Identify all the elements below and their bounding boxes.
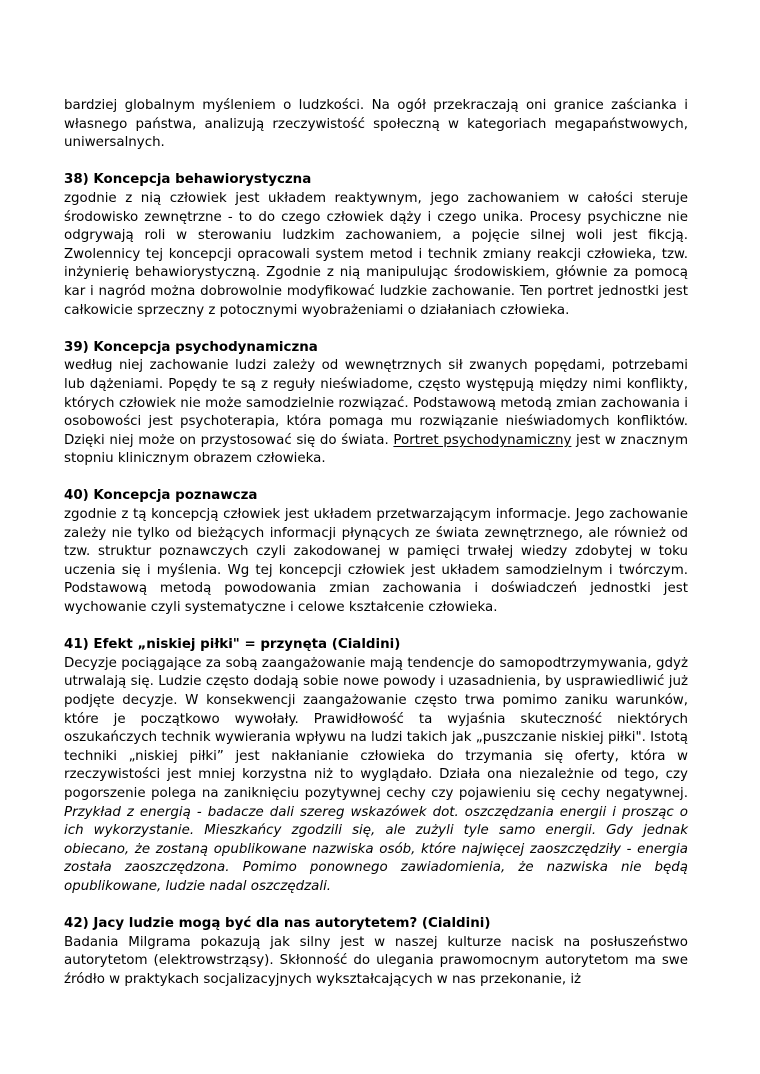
- text-segment: Portret psychodynamiczny: [393, 432, 572, 448]
- section-38-heading: 38) Koncepcja behawiorystyczna: [64, 172, 312, 188]
- section-39: [64, 339, 688, 469]
- section-42-heading: 42) Jacy ludzie mogą być dla nas autorytetem? (Cialdini): [64, 916, 491, 932]
- section-41: [64, 636, 688, 896]
- section-41-heading: 41) Efekt „niskiej piłki" = przynęta (Cialdini): [64, 637, 401, 653]
- section-41-body: [64, 655, 688, 897]
- section-40: [64, 487, 688, 617]
- section-40-body: [64, 506, 688, 618]
- text-segment: Badania Milgrama pokazują jak silny jest w naszej kulturze nacisk na posłuszeństwo autorytetom (elektrowstrząsy). Skłonność do ulegania prawomocnym autorytetom ma swe źródło w praktykach socjalizacyjnych wykształcających w nas przekonanie, iż: [64, 934, 688, 987]
- text-segment: jest w znacznym stopniu klinicznym obrazem człowieka.: [64, 432, 688, 467]
- section-38: [64, 171, 688, 320]
- section-39-heading: 39) Koncepcja psychodynamiczna: [64, 339, 318, 355]
- section-42-body: [64, 934, 688, 990]
- section-42: [64, 915, 688, 989]
- text-segment: zgodnie z nią człowiek jest układem reaktywnym, jego zachowaniem w całości steruje środowisko zewnętrzne - to do czego człowiek dąży i czego unika. Procesy psychiczne nie odgrywają roli w sterowaniu ludzkim zachowaniem, a pojęcie silnej woli jest fikcją. Zwolennicy tej koncepcji opracowali system metod i technik zmiany reakcji człowieka, tzw. inżynierię behawiorystyczną. Zgodnie z nią manipulując środowiskiem, głównie za pomocą kar i nagród można dobrowolnie modyfikować ludzkie zachowanie. Ten portret jednostki jest całkowicie sprzeczny z potocznymi wyobrażeniami o działaniach człowieka.: [64, 190, 688, 318]
- text-segment: zgodnie z tą koncepcją człowiek jest układem przetwarzającym informacje. Jego zachowanie zależy nie tylko od bieżących informacji płynących ze świata zewnętrznego, ale również od tzw. struktur poznawczych czyli zakodowanej w pamięci trwałej wiedzy zdobytej w toku uczenia się i myślenia. Wg tej koncepcji człowiek jest układem samodzielnym i twórczym. Podstawową metodą powodowania zmian zachowania i doświadczeń jednostki jest wychowanie czyli systematyczne i celowe kształcenie człowieka.: [64, 507, 688, 616]
- text-content: [64, 97, 688, 1008]
- text-segment: Przykład z energią - badacze dali szereg wskazówek dot. oszczędzania energii i prosząc o ich wykorzystanie. Mieszkańcy zgodzili się, ale zużyli tyle samo energii. Gdy jednak obiecano, że zostaną opublikowane nazwiska osób, które najwięcej zaoszczędziły - energia została zaoszczędzona. Pomimo ponownego zawiadomienia, że nazwiska nie będą opublikowane, ludzie nadal oszczędzali.: [64, 804, 688, 894]
- section-38-body: [64, 190, 688, 320]
- text-segment: według niej zachowanie ludzi zależy od wewnętrznych sił zwanych popędami, potrzebami lub dążeniami. Popędy te są z reguły nieświadome, często występują między nimi konflikty, których człowiek nie może samodzielnie rozwiązać. Podstawową metodą zmian zachowania i osobowości jest psychoterapia, która pomaga mu rozwiązanie nieświadomych konfliktów. Dzięki niej może on przystosować się do świata.: [64, 358, 688, 448]
- section-39-body: [64, 357, 688, 469]
- text-segment: bardziej globalnym myśleniem o ludzkości. Na ogół przekraczają oni granice zaścianka i własnego państwa, analizują rzeczywistość społeczną w kategoriach megapaństwowych, uniwersalnych.: [64, 98, 688, 151]
- intro-paragraph: [64, 97, 688, 153]
- text-segment: Decyzje pociągające za sobą zaangażowanie mają tendencje do samopodtrzymywania, gdyż utrwalają się. Ludzie często dodają sobie nowe powody i uzasadnienia, by usprawiedliwić już podjęte decyzje. W konsekwencji zaangażowanie często trwa pomimo zaniku warunków, które je początkowo wywołały. Prawidłowość ta wyjaśnia skuteczność niektórych oszukańczych technik wywierania wpływu na ludzi takich jak „puszczanie niskiej piłki". Istotą techniki „niskiej piłki” jest nakłanianie człowieka do trzymania się oferty, która w rzeczywistości jest mniej korzystna niż to wyglądało. Działa ona niezależnie od tego, czy pogorszenie polega na zaniknięciu pozytywnej cechy czy pojawieniu się cechy negatywnej.: [64, 655, 688, 801]
- section-40-heading: 40) Koncepcja poznawcza: [64, 488, 258, 504]
